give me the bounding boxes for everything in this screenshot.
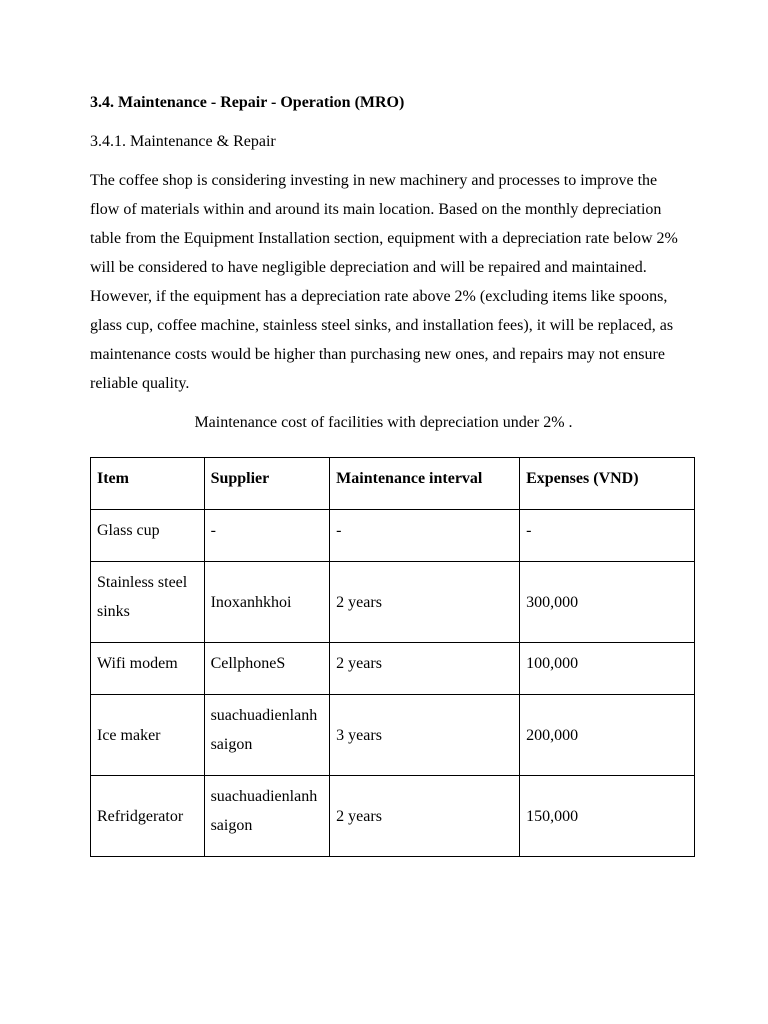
document-page [90, 88, 695, 857]
cell-item: Stainless steel sinks [91, 562, 205, 643]
body-paragraph: The coffee shop is considering investing in new machinery and processes to improve the flow of materials within and around its main location. Based on the monthly depreciation table from the Equipment Installation section, equipment with a depreciation rate below 2% will be considered to have negligible depreciation and will be repaired and maintained. However, if the equipment has a depreciation rate above 2% (excluding items like spoons, glass cup, coffee machine, stainless steel sinks, and installation fees), it will be replaced, as maintenance costs would be higher than purchasing new ones, and repairs may not ensure reliable quality. [90, 172, 678, 392]
cell-item: Ice maker [91, 695, 205, 776]
cell-expenses: 300,000 [520, 562, 695, 643]
table-row [91, 695, 695, 776]
cell-supplier: suachuadienlanh saigon [204, 695, 330, 776]
cell-expenses: 200,000 [520, 695, 695, 776]
table-header-row [91, 458, 695, 510]
cell-expenses: 150,000 [520, 776, 695, 857]
cell-interval: 2 years [330, 643, 520, 695]
subsection-heading: 3.4.1. Maintenance & Repair [90, 133, 276, 150]
table-caption: Maintenance cost of facilities with depreciation under 2% . [194, 414, 573, 431]
header-expenses: Expenses (VND) [520, 458, 695, 510]
table-row [91, 562, 695, 643]
cell-supplier: suachuadienlanh saigon [204, 776, 330, 857]
cell-expenses: 100,000 [520, 643, 695, 695]
header-item: Item [91, 458, 205, 510]
cell-interval: - [330, 510, 520, 562]
cell-item: Glass cup [91, 510, 205, 562]
cell-item: Refridgerator [91, 776, 205, 857]
table-row [91, 776, 695, 857]
cell-interval: 3 years [330, 695, 520, 776]
cell-interval: 2 years [330, 776, 520, 857]
table-row [91, 510, 695, 562]
cell-interval: 2 years [330, 562, 520, 643]
header-supplier: Supplier [204, 458, 330, 510]
table-row [91, 643, 695, 695]
section-heading: 3.4. Maintenance - Repair - Operation (MRO) [90, 94, 405, 111]
cell-supplier: CellphoneS [204, 643, 330, 695]
cell-item: Wifi modem [91, 643, 205, 695]
header-maintenance-interval: Maintenance interval [330, 458, 520, 510]
cell-supplier: Inoxanhkhoi [204, 562, 330, 643]
cell-expenses: - [520, 510, 695, 562]
cell-supplier: - [204, 510, 330, 562]
maintenance-cost-table [90, 457, 695, 857]
